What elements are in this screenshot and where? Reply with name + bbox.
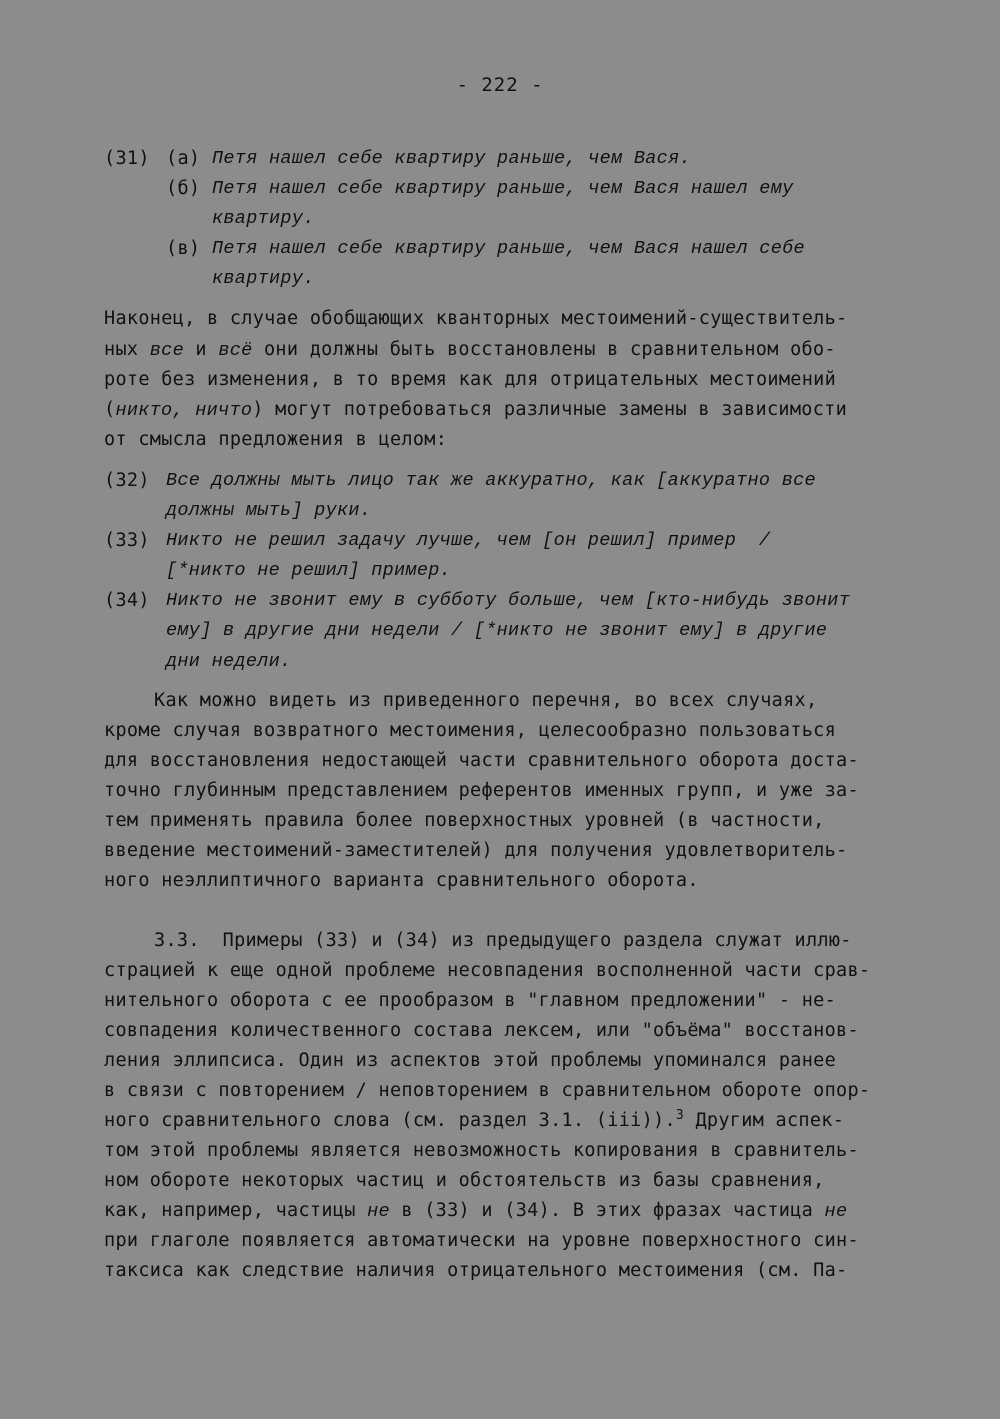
example-31-number: (31) bbox=[104, 148, 150, 169]
paragraph-3-line-11: при глаголе появляется автоматически на уровне поверхностного син- bbox=[104, 1230, 859, 1251]
paragraph-3-line-9: ном обороте некоторых частиц и обстоятельств из базы сравнения, bbox=[104, 1170, 825, 1191]
paragraph-3-line-8: том этой проблемы является невозможность копирования в сравнитель- bbox=[104, 1140, 859, 1161]
paragraph-3-line-2: страцией к еще одной проблеме несовпадения восполненной части срав- bbox=[104, 960, 871, 981]
paragraph-2-line-2: кроме случая возвратного местоимения, целесообразно пользоваться bbox=[104, 720, 837, 741]
paragraph-3-line-10: как, например, частицы не в (33) и (34). В этих фразах частица не bbox=[104, 1200, 848, 1222]
example-34-line-1: Никто не звонит ему в субботу больше, чем [кто-нибудь звонит bbox=[166, 590, 851, 611]
paragraph-2-line-6: введение местоимений-заместителей) для получения удовлетворитель- bbox=[104, 840, 848, 861]
footnote-marker: 3 bbox=[675, 1107, 685, 1123]
paragraph-2-line-5: тем применять правила более поверхностных уровней (в частности, bbox=[104, 810, 825, 831]
paragraph-1-line-4: (никто, ничто) могут потребоваться различные замены в зависимости bbox=[104, 399, 848, 421]
example-31b-text-line-2: квартиру. bbox=[212, 208, 315, 229]
paragraph-3-line-7: ного сравнительного слова (см. раздел 3.1. (iii)).$^3$ Другим аспек- bbox=[104, 1107, 845, 1131]
paragraph-3-line-5: ления эллипсиса. Один из аспектов этой проблемы упоминался ранее bbox=[104, 1050, 837, 1071]
example-31c-text-line-1: Петя нашел себе квартиру раньше, чем Вася нашел себе bbox=[212, 238, 805, 259]
paragraph-3-line-4: совпадения количественного состава лексем, или "объёма" восстанов- bbox=[104, 1020, 859, 1041]
example-34-line-2: ему] в другие дни недели / [*никто не звонит ему] в другие bbox=[166, 620, 828, 641]
example-31b-label: (б) bbox=[166, 178, 201, 199]
paragraph-3-line-6: в связи с повторением / неповторением в сравнительном обороте опор- bbox=[104, 1080, 871, 1101]
example-31a-label: (а) bbox=[166, 148, 201, 169]
example-32-number: (32) bbox=[104, 470, 150, 491]
example-33-number: (33) bbox=[104, 530, 150, 551]
paragraph-2-line-7: ного неэллиптичного варианта сравнительного оборота. bbox=[104, 870, 699, 891]
paragraph-1-line-1: Наконец, в случае обобщающих кванторных местоимений-существитель- bbox=[104, 308, 848, 329]
example-34-number: (34) bbox=[104, 590, 150, 611]
paragraph-3-line-12: таксиса как следствие наличия отрицательного местоимения (см. Па- bbox=[104, 1260, 848, 1281]
paragraph-2-line-4: точно глубинным представлением референтов именных групп, и уже за- bbox=[104, 780, 859, 801]
example-33-line-2: [*никто не решил] пример. bbox=[166, 560, 452, 581]
paragraph-3-line-1: 3.3. Примеры (33) и (34) из предыдущего раздела служат иллю- bbox=[154, 930, 852, 951]
example-32-line-1: Все должны мыть лицо так же аккуратно, как [аккуратно все bbox=[166, 470, 816, 491]
paragraph-1-line-2: ных все и всё они должны быть восстановлены в сравнительном обо- bbox=[104, 339, 836, 361]
page-number: - 222 - bbox=[456, 74, 544, 96]
example-31b-text-line-1: Петя нашел себе квартиру раньше, чем Вася нашел ему bbox=[212, 178, 794, 199]
paragraph-1-line-5: от смысла предложения в целом: bbox=[104, 429, 448, 450]
example-32-line-2: должны мыть] руки. bbox=[166, 500, 372, 521]
paragraph-1-line-3: роте без изменения, в то время как для отрицательных местоимений bbox=[104, 369, 837, 390]
paragraph-2-line-1: Как можно видеть из приведенного перечня, во всех случаях, bbox=[154, 690, 818, 711]
example-31a-text: Петя нашел себе квартиру раньше, чем Вася. bbox=[212, 148, 691, 169]
example-31c-text-line-2: квартиру. bbox=[212, 268, 315, 289]
paragraph-2-line-3: для восстановления недостающей части сравнительного оборота доста- bbox=[104, 750, 859, 771]
example-31c-label: (в) bbox=[166, 238, 201, 259]
example-34-line-3: дни недели. bbox=[166, 651, 292, 672]
paragraph-3-line-3: нительного оборота с ее прообразом в "главном предложении" - не- bbox=[104, 990, 837, 1011]
example-33-line-1: Никто не решил задачу лучше, чем [он решил] пример / bbox=[166, 530, 771, 551]
